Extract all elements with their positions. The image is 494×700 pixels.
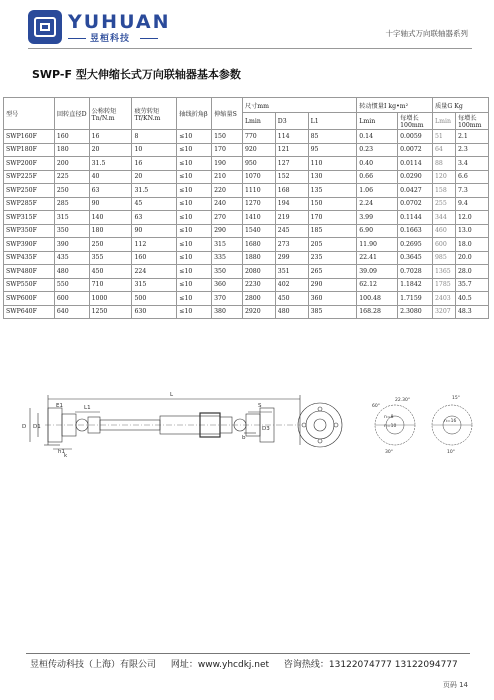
table-cell: 600 (54, 292, 89, 306)
table-cell: 360 (212, 278, 243, 292)
table-cell: 12.0 (455, 211, 488, 225)
table-cell: 350 (212, 265, 243, 279)
col-d3: D3 (275, 113, 308, 130)
label-angle-15: 15° (452, 396, 460, 401)
table-cell: 28.0 (455, 265, 488, 279)
table-cell: SWP480F (4, 265, 55, 279)
table-cell: ≤10 (177, 170, 212, 184)
label-k: k (64, 453, 68, 459)
table-row (4, 184, 489, 198)
label-n16: n=16 (444, 419, 457, 424)
table-cell: 600 (433, 238, 456, 252)
table-cell: 0.0059 (398, 130, 433, 144)
table-cell: 920 (242, 143, 275, 157)
table-cell: 170 (308, 211, 357, 225)
table-cell: 265 (308, 265, 357, 279)
table-cell: 224 (132, 265, 177, 279)
table-cell: ≤10 (177, 292, 212, 306)
table-cell: 48.3 (455, 305, 488, 319)
table-cell: 10 (132, 143, 177, 157)
label-s: S (258, 403, 262, 409)
table-cell: 3.4 (455, 157, 488, 171)
table-cell: SWP225F (4, 170, 55, 184)
table-cell: 170 (212, 143, 243, 157)
table-cell: 351 (275, 265, 308, 279)
table-cell: 112 (132, 238, 177, 252)
table-cell: 31.5 (132, 184, 177, 198)
table-cell: 40.5 (455, 292, 488, 306)
table-cell: 360 (308, 292, 357, 306)
table-cell: 140 (89, 211, 132, 225)
table-cell: 2920 (242, 305, 275, 319)
table-cell: 2.24 (357, 197, 398, 211)
table-cell: 1070 (242, 170, 275, 184)
table-row (4, 224, 489, 238)
table-cell: 235 (308, 251, 357, 265)
table-cell: SWP200F (4, 157, 55, 171)
header-divider (28, 48, 472, 49)
label-n8: n=8 (384, 415, 394, 420)
table-cell: 250 (54, 184, 89, 198)
table-cell: 150 (212, 130, 243, 144)
table-cell: 450 (89, 265, 132, 279)
table-cell: 1410 (242, 211, 275, 225)
table-cell: 180 (89, 224, 132, 238)
table-cell: 90 (132, 224, 177, 238)
table-cell: 2080 (242, 265, 275, 279)
label-angle-60: 60° (372, 404, 380, 409)
table-cell: 100.48 (357, 292, 398, 306)
page-number: 页码 14 (442, 681, 468, 689)
table-row (4, 211, 489, 225)
col-inertia: 转动惯量I kg•m² (357, 98, 433, 113)
table-cell: 110 (308, 157, 357, 171)
table-cell: 290 (212, 224, 243, 238)
table-cell: 450 (275, 292, 308, 306)
table-cell: 120 (433, 170, 456, 184)
table-cell: 7.3 (455, 184, 488, 198)
col-telescoping: 伸缩量S (212, 98, 243, 130)
table-cell: 435 (54, 251, 89, 265)
page-footer (30, 657, 470, 670)
table-cell: 550 (54, 278, 89, 292)
table-cell: 20 (89, 143, 132, 157)
table-cell: 1000 (89, 292, 132, 306)
table-cell: ≤10 (177, 305, 212, 319)
table-cell: 1.7159 (398, 292, 433, 306)
table-cell: SWP180F (4, 143, 55, 157)
table-cell: ≤10 (177, 251, 212, 265)
table-cell: 380 (212, 305, 243, 319)
col-inertia-per100: 每增长100mm (398, 113, 433, 130)
table-cell: SWP550F (4, 278, 55, 292)
col-nominal-torque: 公称转矩Tn/N.m (89, 98, 132, 130)
table-cell: 158 (433, 184, 456, 198)
table-cell: 31.5 (89, 157, 132, 171)
table-cell: 185 (308, 224, 357, 238)
label-l: L (170, 392, 174, 398)
table-cell: 245 (275, 224, 308, 238)
page-title: SWP-F 型大伸缩长式万向联轴器基本参数 (32, 68, 241, 81)
table-cell: 40 (89, 170, 132, 184)
table-cell: 85 (308, 130, 357, 144)
label-n10: n=10 (384, 424, 397, 429)
table-cell: 200 (54, 157, 89, 171)
table-row (4, 238, 489, 252)
table-row (4, 143, 489, 157)
table-cell: ≤10 (177, 130, 212, 144)
col-dimensions: 尺寸mm (242, 98, 356, 113)
table-row (4, 170, 489, 184)
spec-table (3, 97, 489, 319)
table-cell: 121 (275, 143, 308, 157)
table-cell: 2403 (433, 292, 456, 306)
footer-website: 网址：www.yhcdkj.net (170, 660, 270, 670)
flange-view-drawing (298, 403, 342, 447)
table-cell: 88 (433, 157, 456, 171)
table-cell: ≤10 (177, 184, 212, 198)
table-cell: 640 (54, 305, 89, 319)
table-cell: 51 (433, 130, 456, 144)
table-cell: 63 (89, 184, 132, 198)
table-cell: 35.7 (455, 278, 488, 292)
table-cell: 3.99 (357, 211, 398, 225)
table-cell: 0.0072 (398, 143, 433, 157)
table-cell: 985 (433, 251, 456, 265)
table-cell: 315 (212, 238, 243, 252)
table-cell: ≤10 (177, 224, 212, 238)
label-l1: L1 (84, 405, 91, 411)
table-cell: 11.90 (357, 238, 398, 252)
table-row (4, 305, 489, 319)
table-cell: 225 (54, 170, 89, 184)
table-cell: 210 (212, 170, 243, 184)
table-row (4, 251, 489, 265)
table-cell: 16 (89, 130, 132, 144)
label-d: D (22, 424, 27, 430)
table-cell: 1.1842 (398, 278, 433, 292)
table-cell: 770 (242, 130, 275, 144)
table-cell: 480 (275, 305, 308, 319)
label-angle-2230: 22.30° (395, 398, 411, 403)
table-cell: 344 (433, 211, 456, 225)
table-cell: 350 (54, 224, 89, 238)
table-cell: 290 (308, 278, 357, 292)
table-cell: 220 (212, 184, 243, 198)
table-cell: 0.66 (357, 170, 398, 184)
table-cell: 1680 (242, 238, 275, 252)
table-cell: 315 (54, 211, 89, 225)
table-cell: 205 (308, 238, 357, 252)
table-cell: 285 (54, 197, 89, 211)
table-cell: 402 (275, 278, 308, 292)
table-cell: 315 (132, 278, 177, 292)
table-cell: 355 (89, 251, 132, 265)
table-cell: 127 (275, 157, 308, 171)
table-cell: ≤10 (177, 197, 212, 211)
label-d3: D3 (262, 426, 270, 432)
table-cell: 0.23 (357, 143, 398, 157)
table-body (4, 130, 489, 319)
footer-hotline: 咨询热线：13122074777 13122094777 (283, 660, 458, 670)
table-cell: 20.0 (455, 251, 488, 265)
col-axis-angle: 轴线折角β (177, 98, 212, 130)
table-row (4, 130, 489, 144)
table-cell: ≤10 (177, 157, 212, 171)
table-header-row (4, 98, 489, 113)
table-cell: 0.0114 (398, 157, 433, 171)
table-cell: 2.3080 (398, 305, 433, 319)
table-cell: 390 (54, 238, 89, 252)
table-cell: 0.0427 (398, 184, 433, 198)
brand-name: YUHUAN (68, 11, 171, 33)
table-cell: SWP390F (4, 238, 55, 252)
table-cell: 0.0290 (398, 170, 433, 184)
table-cell: 160 (54, 130, 89, 144)
table-cell: 135 (308, 184, 357, 198)
table-cell: SWP600F (4, 292, 55, 306)
label-h1: h1 (58, 449, 65, 455)
table-cell: 152 (275, 170, 308, 184)
table-row (4, 197, 489, 211)
side-view-labels (22, 392, 270, 459)
table-cell: 64 (433, 143, 456, 157)
table-cell: ≤10 (177, 265, 212, 279)
col-diameter: 回转直径D (54, 98, 89, 130)
label-angle-10: 10° (447, 450, 455, 455)
table-cell: 1365 (433, 265, 456, 279)
col-l1: L1 (308, 113, 357, 130)
table-cell: 6.90 (357, 224, 398, 238)
col-mass: 质量G Kg (433, 98, 489, 113)
table-cell: SWP435F (4, 251, 55, 265)
table-row (4, 157, 489, 171)
page-header (0, 0, 494, 56)
table-cell: 114 (275, 130, 308, 144)
series-title: 十字轴式万向联轴器系列 (385, 29, 468, 38)
col-inertia-lmin: Lmin (357, 113, 398, 130)
table-cell: 950 (242, 157, 275, 171)
table-row (4, 265, 489, 279)
table-cell: 190 (212, 157, 243, 171)
table-cell: 13.0 (455, 224, 488, 238)
table-cell: 460 (433, 224, 456, 238)
table-cell: 370 (212, 292, 243, 306)
table-cell: 39.09 (357, 265, 398, 279)
table-cell: 62.12 (357, 278, 398, 292)
table-cell: SWP285F (4, 197, 55, 211)
table-cell: 194 (275, 197, 308, 211)
table-cell: 0.7028 (398, 265, 433, 279)
table-cell: 1270 (242, 197, 275, 211)
table-cell: 2.3 (455, 143, 488, 157)
table-cell: 710 (89, 278, 132, 292)
footer-company: 昱桓传动科技（上海）有限公司 (30, 660, 157, 670)
table-cell: 299 (275, 251, 308, 265)
table-cell: 6.6 (455, 170, 488, 184)
table-cell: 0.1144 (398, 211, 433, 225)
table-cell: 160 (132, 251, 177, 265)
col-fatigue-torque: 疲劳转矩Tf/KN.m (132, 98, 177, 130)
table-cell: 250 (89, 238, 132, 252)
col-lmin: Lmin (242, 113, 275, 130)
table-cell: 0.0702 (398, 197, 433, 211)
table-cell: 273 (275, 238, 308, 252)
table-cell: 16 (132, 157, 177, 171)
table-cell: 95 (308, 143, 357, 157)
table-cell: 2230 (242, 278, 275, 292)
table-cell: 0.14 (357, 130, 398, 144)
table-cell: 630 (132, 305, 177, 319)
table-cell: 0.2695 (398, 238, 433, 252)
table-cell: 240 (212, 197, 243, 211)
col-model: 型号 (4, 98, 55, 130)
label-e1: E1 (56, 403, 63, 409)
table-cell: 335 (212, 251, 243, 265)
table-cell: SWP160F (4, 130, 55, 144)
table-cell: 0.3645 (398, 251, 433, 265)
table-cell: 1540 (242, 224, 275, 238)
table-cell: 0.1663 (398, 224, 433, 238)
table-cell: 45 (132, 197, 177, 211)
table-cell: 168.28 (357, 305, 398, 319)
table-cell: 270 (212, 211, 243, 225)
table-cell: 180 (54, 143, 89, 157)
table-cell: 90 (89, 197, 132, 211)
table-cell: 1785 (433, 278, 456, 292)
footer-divider (26, 653, 470, 654)
table-cell: 219 (275, 211, 308, 225)
coupling-drawings (0, 385, 494, 505)
table-cell: ≤10 (177, 278, 212, 292)
table-cell: SWP250F (4, 184, 55, 198)
table-cell: SWP350F (4, 224, 55, 238)
table-cell: 63 (132, 211, 177, 225)
table-cell: 9.4 (455, 197, 488, 211)
table-cell: 255 (433, 197, 456, 211)
table-cell: 2.1 (455, 130, 488, 144)
col-mass-per100: 每增长100mm (455, 113, 488, 130)
table-cell: 8 (132, 130, 177, 144)
table-row (4, 292, 489, 306)
col-mass-lmin: Lmin (433, 113, 456, 130)
table-cell: ≤10 (177, 211, 212, 225)
table-row (4, 278, 489, 292)
table-cell: 0.40 (357, 157, 398, 171)
table-cell: 1880 (242, 251, 275, 265)
table-cell: 20 (132, 170, 177, 184)
table-cell: 1110 (242, 184, 275, 198)
table-cell: 2800 (242, 292, 275, 306)
table-cell: ≤10 (177, 238, 212, 252)
label-b: b (242, 435, 246, 441)
brand-subtitle: 昱桓科技 (90, 34, 131, 44)
table-cell: 18.0 (455, 238, 488, 252)
table-cell: ≤10 (177, 143, 212, 157)
table-cell: 150 (308, 197, 357, 211)
table-cell: 168 (275, 184, 308, 198)
table-cell: 480 (54, 265, 89, 279)
logo-icon (28, 10, 62, 44)
label-d1: D1 (33, 424, 41, 430)
table-cell: 1250 (89, 305, 132, 319)
table-cell: 1.06 (357, 184, 398, 198)
table-cell: 385 (308, 305, 357, 319)
table-cell: 130 (308, 170, 357, 184)
table-cell: SWP315F (4, 211, 55, 225)
table-cell: 22.41 (357, 251, 398, 265)
label-angle-30: 30° (385, 450, 393, 455)
table-cell: 500 (132, 292, 177, 306)
table-cell: 3207 (433, 305, 456, 319)
table-cell: SWP640F (4, 305, 55, 319)
